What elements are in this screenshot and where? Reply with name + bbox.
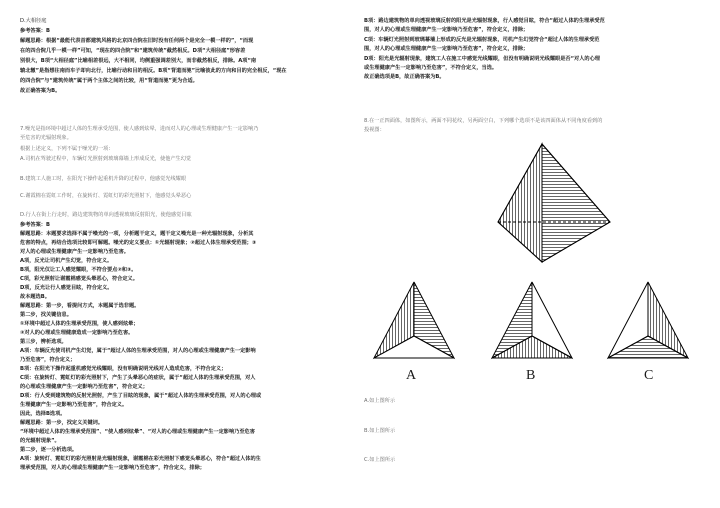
- option-b: B.建筑工人施工时，在阳光下操作起重机升降的过程中，他感觉光线耀眼: [20, 176, 187, 182]
- analysis-line: B项，阳光仅让工人感觉耀眼，不符合要点②和③。: [20, 267, 137, 273]
- option-a-figure: [370, 278, 458, 364]
- question-7-prompt: 根据上述定义，下列不属于噪光的一项：: [20, 146, 114, 152]
- analysis-line: 解题思路：第一步，找定义关键词。: [20, 420, 104, 426]
- analysis-line: D项，反光让行人感觉目眩，符合定义。: [20, 285, 113, 291]
- analysis-line: 第二步，找关键信息。: [20, 312, 72, 318]
- analysis-line: 的光辐射现象”。: [20, 438, 60, 444]
- analysis-line: B项：路边建筑物的单向透视玻璃反射的阳光是光辐射现象，行人感觉目眩，符合“超过人体的生理承受范: [364, 18, 605, 24]
- answer-line: 故正确答案为B。: [20, 88, 61, 94]
- analysis-line: 对人的心理或生理健康产生一定影响乃至危害。: [20, 249, 129, 255]
- option-b-figure: [488, 278, 576, 364]
- label-b: B: [526, 368, 536, 383]
- analysis-line: 第二步，逐一分析选项。: [20, 447, 78, 453]
- question-7-line: 至危害的光辐射现象。: [20, 135, 72, 141]
- analysis-line: 别很大，B项“大相径庭”比喻相差很远，大不相同，均侧重强调差别大，而非截然相反，排除。A项“南: [20, 58, 257, 64]
- analysis-line: 危害的特点，再结合选项比较即可解题。噪光的定义要点：①光辐射现象；②超过人体生理承受范围；③: [20, 240, 257, 246]
- tetrahedron-figure: [484, 138, 624, 270]
- analysis-line: D项：阳光是光辐射现象，建筑工人在施工中感觉光线耀眼，但没有明确说明光线耀眼是否“对人的心理: [364, 56, 600, 62]
- analysis-line: 故本题选B。: [20, 294, 50, 300]
- analysis-line: 第三步，辨析选项。: [20, 339, 67, 345]
- analysis-line: 围，对人的心理或生理健康产生一定影响乃至危害”，符合定义，排除；: [364, 46, 529, 52]
- analysis-line: ①环境中超过人体的生理承受范围，使人感到炫晕；: [20, 321, 139, 327]
- analysis-line: 因此，选择B选项。: [20, 411, 66, 417]
- question-8-line: 投视图：: [364, 127, 385, 133]
- analysis-line: C项：在旋转灯、霓虹灯的彩光照射下，产生了头晕恶心的症状，属于“超过人体的生理承受范围，对人: [20, 375, 256, 381]
- answer-option-c: C.如上图所示: [364, 457, 396, 463]
- question-8: 8.在一正四面体，如图所示，两面不同花纹，另两面空白，下列哪个选项不是该四面体从不同角度看到的: [364, 118, 603, 124]
- analysis-line: 解题思路：第一步，看提问方式，本题属于选非题。: [20, 303, 140, 309]
- analysis-line: “环境中超过人体的生理承受范围”、“使人感到炫晕”、“对人的心理或生理健康产生一定影响乃至危害: [20, 429, 255, 435]
- option-c-figure: [604, 278, 692, 364]
- analysis-line: 生理健康产生一定影响乃至危害”，符合定义。: [20, 402, 128, 408]
- analysis-line: A项：旋转灯、霓虹灯的彩光照射是光辐射现象，谢霞棉在彩光照射下感觉头晕恶心，符合“超过人体的生: [20, 456, 261, 462]
- analysis-line: 乃至危害”，符合定义；: [20, 357, 76, 363]
- analysis-line: 在的四合院几乎一模一样”可知，“现在的四合院”和“建筑传统”截然相反。D项“大相径庭”形容差: [20, 48, 246, 54]
- answer-key: 参考答案：B: [20, 222, 50, 228]
- analysis-line: 解题思路：本题要求选择不属于噪光的一项，分析题干定义，题干定义噪光是一种光辐射现象，分析其: [20, 231, 254, 237]
- analysis-line: 的心理或生理健康产生一定影响乃至危害”，符合定义；: [20, 384, 148, 390]
- analysis-line: ②对人的心理或生理健康造成一定影响乃至危害。: [20, 330, 134, 336]
- analysis-line: 解题思路：根据“最能代表首都建筑风格的北京四合院在旧时没有任何两个是完全一模一样的”，“而现: [20, 38, 254, 44]
- analysis-line: 围，对人的心理或生理健康产生一定影响乃至危害”，符合定义，排除；: [364, 27, 529, 33]
- label-c: C: [644, 368, 654, 383]
- answer-key: 参考答案：B: [20, 28, 50, 34]
- analysis-line: B项：在阳光下操作起重机感觉光线耀眼，没有明确说明光线对人造成危害，不符合定义；: [20, 366, 227, 372]
- analysis-line: D项：行人受到建筑物的反射光照射，产生了目眩的现象，属于“超过人体的生理承受范围，对人的心理或: [20, 393, 262, 399]
- analysis-line: C项：车辆灯光照射到玻璃幕墙上形成的反光是光辐射现象，司机产生幻觉符合“超过人体的生理承受范: [364, 37, 600, 43]
- answer-line: 故正确选项是B，故正确答案为B。: [364, 74, 445, 80]
- question-7: 7.噪光是指环境中超过人体的生理承受范围，使人感到炫晕，进而对人的心理或生理健康产生一定影响乃: [20, 126, 259, 132]
- analysis-line: 理承受范围，对人的心理或生理健康产生一定影响乃至危害”，符合定义，排除；: [20, 465, 205, 471]
- option-a: A.司机在驾驶过程中，车辆灯光照射到玻璃幕墙上形成反光，使他产生幻觉: [20, 156, 192, 162]
- option-d: D.行人在街上行走时，路边建筑物的单向透视玻璃反射阳光，使他感觉目眩: [20, 212, 192, 218]
- label-a: A: [406, 368, 417, 383]
- option-c: C.谢霞棉在霓虹工作时，在旋转灯、霓虹灯的彩光照射下，他感觉头晕恶心: [20, 193, 192, 199]
- analysis-line: 或生理健康产生一定影响乃至危害”，不符合定义，当选。: [364, 65, 498, 71]
- answer-option-a: A.如上图所示: [364, 398, 396, 404]
- option-d-prev: D.大相径庭: [20, 18, 47, 24]
- analysis-line: A项，反光让司机产生幻觉，符合定义。: [20, 258, 113, 264]
- analysis-line: 辕北辙”是指想往南而车子却向北行，比喻行动和目的相反。B项“背道而驰”比喻彼此的方向和目的完全相反，“现在: [20, 68, 287, 74]
- analysis-line: 的四合院”与“建筑传统”属于两个主体之间的比较，用“背道而驰”更为合适。: [20, 78, 198, 84]
- analysis-line: C项，彩光照射让谢霞棉感觉头晕恶心，符合定义。: [20, 276, 138, 282]
- analysis-line: A项：车辆反光使司机产生幻觉，属于“超过人体的生理承受范围，对人的心理或生理健康产生一定影响: [20, 348, 256, 354]
- answer-option-b: B.如上图所示: [364, 428, 396, 434]
